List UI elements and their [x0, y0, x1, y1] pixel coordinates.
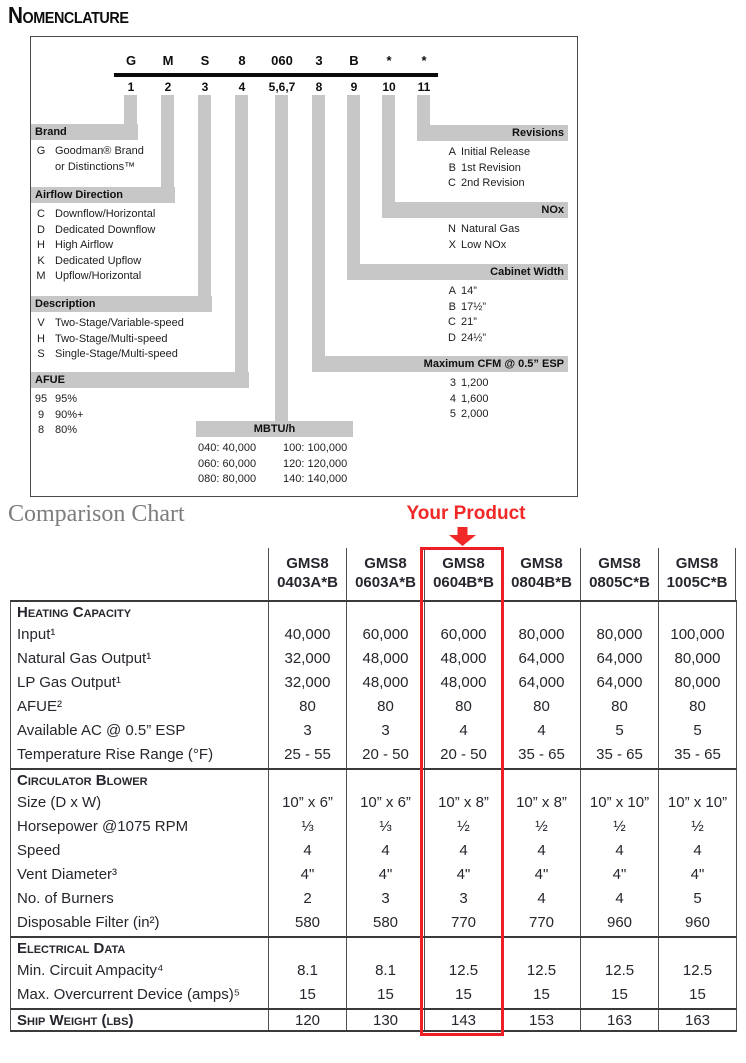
model-position-number: 8	[315, 80, 323, 94]
table-cell: 580	[346, 912, 424, 936]
table-row	[10, 936, 737, 960]
section-item-label: 1,600	[461, 392, 489, 405]
table-cell: 12.5	[658, 960, 736, 984]
table-cell: 12.5	[502, 960, 580, 984]
section-header-afue: AFUE	[31, 372, 249, 388]
table-row	[10, 792, 737, 816]
section-item-label: 21”	[461, 316, 477, 328]
table-cell	[346, 770, 424, 792]
table-cell	[268, 938, 346, 960]
column-header	[580, 548, 658, 600]
section-item-label: Dedicated Upflow	[55, 254, 142, 267]
connector-bar-mbtu	[275, 95, 288, 431]
model-position-number: 5,6,7	[268, 80, 296, 94]
model-position-number: 2	[164, 80, 172, 94]
section-item: 040: 40,000	[198, 442, 257, 454]
table-cell: 8.1	[268, 960, 346, 984]
section-item-label: Two-Stage/Multi-speed	[55, 332, 168, 345]
table-row	[10, 888, 737, 912]
table-cell: 80	[502, 696, 580, 720]
table-row	[10, 840, 737, 864]
row-label: Circulator Blower	[17, 772, 148, 789]
table-cell: 15	[268, 984, 346, 1008]
column-header-line2: 0403A*B	[277, 574, 338, 591]
table-cell: 4	[424, 840, 502, 864]
column-header-line1: GMS8	[598, 555, 641, 573]
section-item-label: Goodman® Brand	[55, 145, 144, 157]
section-item-label: 14”	[461, 285, 477, 297]
row-label: Size (D x W)	[17, 794, 102, 811]
row-label: Vent Diameter³	[17, 866, 118, 883]
table-row	[10, 648, 737, 672]
table-cell	[658, 938, 736, 960]
table-row	[10, 912, 737, 936]
section-item-code: M	[36, 270, 46, 282]
row-label: Ship Weight (lbs)	[17, 1012, 134, 1029]
table-cell: 4	[658, 840, 736, 864]
table-cell: 770	[502, 912, 580, 936]
table-cell	[268, 770, 346, 792]
column-header-line1: GMS8	[286, 555, 329, 573]
table-row	[10, 816, 737, 840]
table-cell: 48,000	[424, 672, 502, 696]
table-cell: 2	[268, 888, 346, 912]
table-cell: 10” x 6”	[268, 792, 346, 816]
column-header-line1: GMS8	[442, 555, 485, 573]
section-item-code: V	[37, 317, 45, 329]
table-row	[10, 864, 737, 888]
section-item-code: K	[37, 254, 45, 267]
table-cell	[580, 770, 658, 792]
model-code-char: 060	[271, 53, 293, 68]
model-position-number: 11	[417, 80, 431, 94]
table-cell: 15	[424, 984, 502, 1008]
table-cell	[346, 938, 424, 960]
table-cell: 35 - 65	[580, 744, 658, 768]
section-item: 100: 100,000	[283, 442, 348, 454]
table-header-row	[10, 548, 737, 600]
section-item-label: 1st Revision	[461, 161, 521, 174]
table-cell: 10” x 8”	[502, 792, 580, 816]
comparison-table	[10, 548, 737, 1032]
table-cell: 4	[346, 840, 424, 864]
table-cell: 10” x 10”	[658, 792, 736, 816]
table-cell: 3	[346, 720, 424, 744]
table-cell: 960	[658, 912, 736, 936]
table-row	[10, 624, 737, 648]
table-cell: ⅓	[346, 816, 424, 840]
section-item-code: B	[448, 161, 456, 174]
table-cell: 100,000	[658, 624, 736, 648]
table-cell	[658, 602, 736, 624]
section-header-mbtu: MBTU/h	[196, 421, 353, 437]
table-cell: 4"	[424, 864, 502, 888]
connector-bar-maxcfm	[312, 95, 325, 366]
table-cell: 770	[424, 912, 502, 936]
model-code-char: M	[162, 53, 174, 68]
table-cell: 80	[268, 696, 346, 720]
row-label: Disposable Filter (in²)	[17, 914, 160, 931]
section-item-code: C	[37, 208, 45, 220]
section-item: 080: 80,000	[198, 473, 257, 485]
table-cell: 4	[580, 888, 658, 912]
table-cell: 580	[268, 912, 346, 936]
section-item-label: Initial Release	[461, 146, 531, 158]
section-item: 140: 140,000	[283, 473, 348, 485]
table-row	[10, 768, 737, 792]
table-cell: 4"	[580, 864, 658, 888]
table-cell: 80,000	[580, 624, 658, 648]
section-header-airflow: Airflow Direction	[31, 187, 175, 203]
section-item-label: Downflow/Horizontal	[55, 208, 156, 220]
table-cell: 35 - 65	[658, 744, 736, 768]
table-cell: 5	[580, 720, 658, 744]
model-code-char: S	[200, 53, 210, 68]
table-cell: 10” x 6”	[346, 792, 424, 816]
section-item-code: H	[37, 239, 45, 251]
table-cell	[424, 938, 502, 960]
table-cell: 35 - 65	[502, 744, 580, 768]
section-item-label: Low NOx	[461, 238, 507, 251]
section-item-code: H	[37, 332, 45, 345]
table-cell: 4	[502, 840, 580, 864]
table-cell: 120	[268, 1010, 346, 1030]
section-header-cabinet: Cabinet Width	[347, 264, 568, 280]
table-cell: 25 - 55	[268, 744, 346, 768]
table-cell: ½	[424, 816, 502, 840]
table-cell: 3	[268, 720, 346, 744]
table-cell: 143	[424, 1010, 502, 1030]
section-header-brand: Brand	[31, 124, 138, 140]
model-code-char: G	[125, 53, 137, 68]
table-cell: 80,000	[658, 648, 736, 672]
model-code-char: *	[386, 53, 392, 68]
table-row	[10, 696, 737, 720]
section-item-label: 90%+	[55, 408, 84, 421]
table-header-spacer	[10, 548, 268, 600]
section-header-description: Description	[31, 296, 212, 312]
table-cell: 80,000	[502, 624, 580, 648]
table-cell	[580, 602, 658, 624]
column-header	[424, 548, 502, 600]
table-cell	[424, 770, 502, 792]
table-cell: 15	[346, 984, 424, 1008]
your-product-label: Your Product	[406, 503, 526, 524]
column-header	[502, 548, 580, 600]
column-header-line1: GMS8	[364, 555, 407, 573]
column-header	[268, 548, 346, 600]
section-item-label: 95%	[55, 393, 78, 405]
section-item: 120: 120,000	[283, 457, 348, 470]
table-cell: 8.1	[346, 960, 424, 984]
table-cell: 48,000	[346, 672, 424, 696]
section-header-nox: NOx	[382, 202, 568, 218]
model-position-number: 10	[382, 80, 396, 94]
table-cell: 4	[502, 720, 580, 744]
model-code-underline	[114, 73, 438, 77]
table-cell: 64,000	[580, 672, 658, 696]
table-row	[10, 960, 737, 984]
table-cell: 4"	[658, 864, 736, 888]
table-cell: 64,000	[502, 672, 580, 696]
model-position-number: 4	[238, 80, 246, 94]
connector-bar-afue	[235, 95, 248, 382]
section-item-code: A	[448, 285, 456, 297]
table-row	[10, 984, 737, 1008]
section-item-label: Dedicated Downflow	[55, 223, 156, 236]
section-item-code: B	[448, 300, 456, 313]
column-header	[658, 548, 736, 600]
table-cell: 32,000	[268, 648, 346, 672]
table-cell: 48,000	[424, 648, 502, 672]
section-item-code: 8	[37, 424, 45, 436]
column-header	[346, 548, 424, 600]
table-cell: 12.5	[424, 960, 502, 984]
connector-bar-description	[198, 95, 211, 306]
table-cell: 960	[580, 912, 658, 936]
section-item-code: 95	[34, 393, 48, 405]
section-item-code: 4	[449, 392, 456, 405]
row-label: Natural Gas Output¹	[17, 650, 152, 667]
section-item-label: Upflow/Horizontal	[55, 270, 142, 282]
row-label: Max. Overcurrent Device (amps)⁵	[17, 986, 240, 1003]
section-item-label: 1,200	[461, 377, 489, 389]
section-item-label: 2nd Revision	[461, 177, 525, 189]
table-cell: 4	[502, 888, 580, 912]
section-header-revisions: Revisions	[417, 125, 568, 141]
table-cell: ½	[502, 816, 580, 840]
section-item-label: 17½”	[461, 300, 487, 313]
table-cell: 10” x 8”	[424, 792, 502, 816]
table-cell: 4	[424, 720, 502, 744]
row-label: No. of Burners	[17, 890, 114, 907]
table-cell	[502, 938, 580, 960]
table-cell: ½	[658, 816, 736, 840]
section-item-code: X	[448, 238, 456, 251]
connector-bar-cabinet	[347, 95, 360, 274]
table-cell: 64,000	[580, 648, 658, 672]
model-code-char: 3	[315, 53, 323, 68]
connector-bar-airflow	[161, 95, 174, 197]
model-position-number: 9	[350, 80, 358, 94]
table-cell: 80	[658, 696, 736, 720]
table-cell: 80	[346, 696, 424, 720]
model-position-number: 3	[201, 80, 209, 94]
section-item-code: 3	[449, 377, 456, 389]
connector-bar-nox	[382, 95, 395, 212]
row-label: Electrical Data	[17, 940, 126, 957]
section-item: 060: 60,000	[198, 457, 257, 470]
table-cell: 4"	[502, 864, 580, 888]
row-label: LP Gas Output¹	[17, 674, 121, 691]
table-cell: 4	[580, 840, 658, 864]
section-item-label: Single-Stage/Multi-speed	[55, 348, 178, 360]
table-cell: 130	[346, 1010, 424, 1030]
table-cell: 4"	[268, 864, 346, 888]
table-cell: 15	[580, 984, 658, 1008]
model-code-char: B	[349, 53, 359, 68]
model-position-number: 1	[127, 80, 135, 94]
section-item-label: 2,000	[461, 408, 489, 420]
column-header-line1: GMS8	[675, 555, 719, 573]
model-code-char: *	[421, 53, 427, 68]
table-cell: 153	[502, 1010, 580, 1030]
nomenclature-diagram	[30, 36, 578, 497]
table-cell	[424, 602, 502, 624]
row-label: AFUE²	[17, 698, 62, 715]
section-item-code: D	[37, 223, 45, 236]
table-cell: 163	[658, 1010, 736, 1030]
table-cell: 32,000	[268, 672, 346, 696]
table-cell	[502, 770, 580, 792]
section-item-code: D	[448, 331, 456, 344]
table-cell: 4"	[346, 864, 424, 888]
section-item-code: G	[36, 145, 46, 157]
table-cell	[658, 770, 736, 792]
row-label: Horsepower @1075 RPM	[17, 818, 189, 835]
table-cell: 5	[658, 888, 736, 912]
section-item-label: 80%	[55, 424, 78, 436]
table-row	[10, 744, 737, 768]
table-cell: 80	[580, 696, 658, 720]
table-cell: 4	[268, 840, 346, 864]
section-item-code: 5	[449, 408, 456, 420]
table-cell: 5	[658, 720, 736, 744]
table-cell: 20 - 50	[346, 744, 424, 768]
table-cell: 10” x 10”	[580, 792, 658, 816]
table-cell: 80,000	[658, 672, 736, 696]
section-item-label: Two-Stage/Variable-speed	[55, 317, 184, 329]
section-item-code: N	[448, 223, 456, 235]
table-cell: 20 - 50	[424, 744, 502, 768]
section-item-code: S	[37, 348, 45, 360]
column-header-line1: GMS8	[520, 555, 563, 573]
row-label: Input¹	[17, 626, 56, 643]
section-item-label: or Distinctions™	[55, 160, 136, 173]
row-label: Min. Circuit Ampacity⁴	[17, 962, 164, 979]
table-cell: 64,000	[502, 648, 580, 672]
column-header-line2: 0604B*B	[433, 574, 494, 591]
table-cell: 12.5	[580, 960, 658, 984]
table-cell: ½	[580, 816, 658, 840]
table-cell: 48,000	[346, 648, 424, 672]
table-cell: 80	[424, 696, 502, 720]
row-label: Available AC @ 0.5” ESP	[17, 722, 186, 739]
row-label: Speed	[17, 842, 61, 859]
section-header-maxcfm: Maximum CFM @ 0.5” ESP	[312, 356, 568, 372]
table-cell: 60,000	[424, 624, 502, 648]
section-item-label: Natural Gas	[461, 223, 520, 235]
table-cell: 3	[346, 888, 424, 912]
table-cell	[268, 602, 346, 624]
table-cell: 15	[658, 984, 736, 1008]
column-header-line2: 0804B*B	[511, 574, 572, 591]
column-header-line2: 1005C*B	[666, 574, 728, 591]
table-cell: 40,000	[268, 624, 346, 648]
table-cell: 15	[502, 984, 580, 1008]
table-row	[10, 1008, 737, 1032]
table-row	[10, 672, 737, 696]
section-item-code: C	[448, 177, 456, 189]
table-cell: 163	[580, 1010, 658, 1030]
row-label: Temperature Rise Range (°F)	[17, 746, 214, 763]
row-label: Heating Capacity	[17, 604, 132, 621]
table-cell: 60,000	[346, 624, 424, 648]
section-item-label: 24½”	[461, 331, 487, 344]
column-header-line2: 0603A*B	[355, 574, 416, 591]
comparison-chart-heading: Comparison Chart	[8, 501, 185, 527]
section-item-code: C	[448, 316, 456, 328]
table-cell: ⅓	[268, 816, 346, 840]
column-header-line2: 0805C*B	[589, 574, 650, 591]
table-cell	[580, 938, 658, 960]
nomenclature-heading: Nomenclature	[8, 2, 129, 28]
section-item-code: 9	[37, 408, 45, 421]
table-row	[10, 720, 737, 744]
section-item-label: High Airflow	[55, 239, 114, 251]
table-cell: 3	[424, 888, 502, 912]
table-row	[10, 600, 737, 624]
section-item-code: A	[448, 146, 456, 158]
table-cell	[346, 602, 424, 624]
table-cell	[502, 602, 580, 624]
model-code-char: 8	[238, 53, 246, 68]
